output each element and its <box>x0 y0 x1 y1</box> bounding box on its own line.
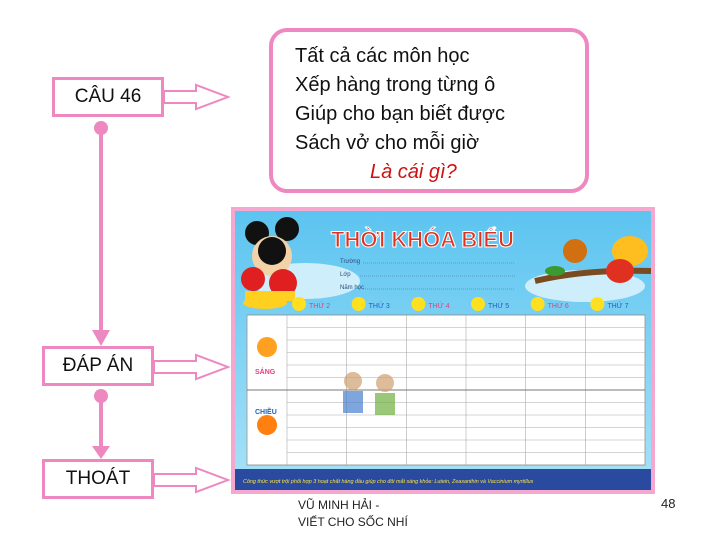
arrow-down-icon <box>92 446 110 459</box>
day-header: THỨ 4 <box>428 303 450 310</box>
session-label: CHIỀU <box>255 409 277 416</box>
session-label: SÁNG <box>255 369 276 376</box>
arrow-right-icon <box>164 85 228 109</box>
exit-button[interactable] <box>42 459 154 499</box>
question-button[interactable] <box>52 77 164 117</box>
field-label: Lớp <box>340 272 351 278</box>
smiley-icon <box>292 297 306 311</box>
author-line: VIẾT CHO SỐC NHÍ <box>298 515 408 529</box>
author-credit <box>298 497 408 531</box>
timetable-title: THỜI KHÓA BIỂU <box>331 227 514 252</box>
riddle-line: Giúp cho bạn biết được <box>295 103 505 125</box>
timetable-footer-text: Công thức vượt trội phối hợp 3 hoạt chất hàng đầu giúp cho đôi mắt sáng khỏe: Lutein, Zeaxanthin và Vaccinium myrtillus <box>243 479 534 485</box>
day-header: THỨ 7 <box>607 303 629 310</box>
day-header: THỨ 2 <box>309 303 331 310</box>
arrow-down-icon <box>92 330 110 346</box>
author-line: VŨ MINH HẢI - <box>298 498 380 512</box>
riddle-box <box>269 28 589 193</box>
riddle-question: Là cái gì? <box>370 161 457 183</box>
riddle-line: Xếp hàng trong từng ô <box>295 74 496 96</box>
connector-dot-icon <box>94 389 108 403</box>
timetable-illustration <box>235 211 651 490</box>
page-number: 48 <box>661 496 676 511</box>
field-label: Trường <box>340 259 361 265</box>
arrow-right-icon <box>154 355 228 379</box>
day-header: THỨ 5 <box>488 303 510 310</box>
exit-label: THOÁT <box>65 468 131 489</box>
day-header: THỨ 3 <box>368 303 390 310</box>
connector-dot-icon <box>94 121 108 135</box>
day-header: THỨ 6 <box>547 303 569 310</box>
timetable-image <box>231 207 655 494</box>
riddle-line: Tất cả các môn học <box>295 45 470 67</box>
riddle-line: Sách vở cho mỗi giờ <box>295 132 480 154</box>
answer-button[interactable] <box>42 346 154 386</box>
smiley-icon <box>411 297 425 311</box>
smiley-icon <box>531 297 545 311</box>
arrow-right-icon <box>154 468 228 492</box>
smiley-icon <box>471 297 485 311</box>
smiley-icon <box>590 297 604 311</box>
question-label: CÂU 46 <box>74 86 142 107</box>
smiley-icon <box>352 297 366 311</box>
field-label: Năm học <box>340 285 365 291</box>
answer-label: ĐÁP ÁN <box>62 355 134 376</box>
